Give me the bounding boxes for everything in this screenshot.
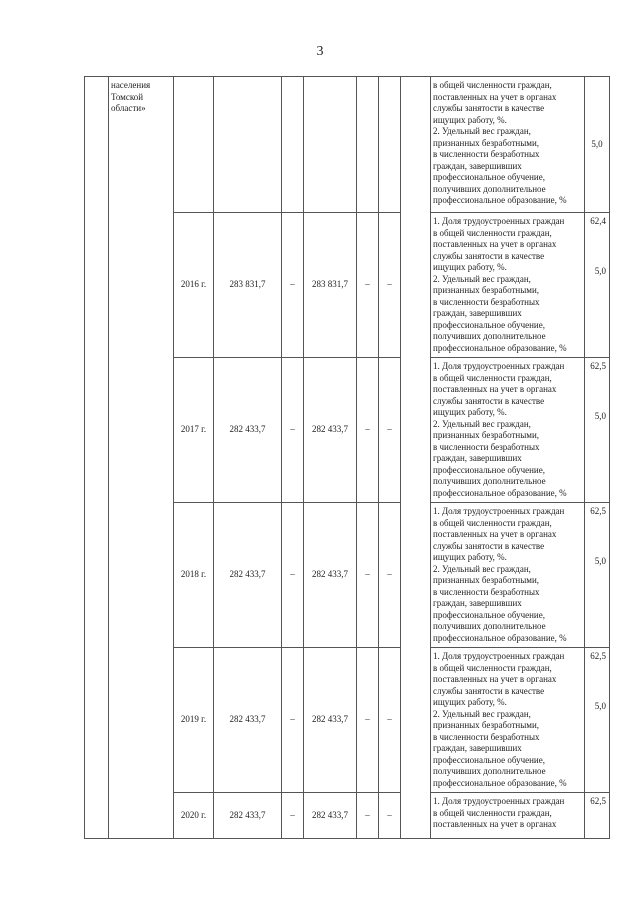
indicators-text: 1. Доля трудоустроенных граждан в общей численности граждан, поставленных на учет в органах службы занятости в качестве ищущих работу, %. 2. Удельный вес граждан, признанных безработными, в численности безработных граждан, завершивших профессиональное обучение, получивших дополнительное профессиональное образование, %: [433, 506, 567, 643]
total-cell: [214, 77, 282, 213]
year-cell: 2020 г.: [174, 793, 214, 839]
federal-cell: –: [282, 213, 304, 358]
indicators-text: в общей численности граждан, поставленных на учет в органах службы занятости в качестве ищущих работу, %. 2. Удельный вес граждан, признанных безработными, в численности безработных граждан, завершивших профессиональное обучение, получивших дополнительное профессиональное образование, %: [433, 80, 567, 205]
total-cell: 282 433,7: [214, 503, 282, 648]
year-cell: 2018 г.: [174, 503, 214, 648]
year-cell: 2016 г.: [174, 213, 214, 358]
local-cell: –: [357, 648, 379, 793]
local-cell: –: [357, 213, 379, 358]
indicator-value-1: 62,4: [590, 216, 606, 226]
indicators-cell: [431, 648, 585, 793]
local-cell: –: [357, 358, 379, 503]
local-cell: [357, 77, 379, 213]
program-table: [84, 76, 610, 839]
indicator-value-1: 62,5: [590, 506, 606, 516]
indicators-cell: [431, 213, 585, 358]
total-cell: 282 433,7: [214, 358, 282, 503]
regional-cell: 282 433,7: [304, 358, 357, 503]
other-cell: [379, 77, 401, 213]
other-cell: –: [379, 213, 401, 358]
other-cell: –: [379, 648, 401, 793]
indicators-text: 1. Доля трудоустроенных граждан в общей численности граждан, поставленных на учет в органах службы занятости в качестве ищущих работу, %. 2. Удельный вес граждан, признанных безработными, в численности безработных граждан, завершивших профессиональное обучение, получивших дополнительное профессиональное образование, %: [433, 361, 567, 498]
value-cell: [585, 503, 610, 648]
federal-cell: –: [282, 503, 304, 648]
total-cell: 282 433,7: [214, 793, 282, 839]
page-number: 3: [316, 44, 324, 59]
indicators-text: 1. Доля трудоустроенных граждан в общей численности граждан, поставленных на учет в органах: [433, 796, 565, 829]
indicator-value-1: 62,5: [590, 796, 606, 806]
regional-cell: [304, 77, 357, 213]
indicator-value-2: 5,0: [594, 700, 606, 711]
regional-cell: 282 433,7: [304, 793, 357, 839]
other-cell: –: [379, 503, 401, 648]
indicators-text: 1. Доля трудоустроенных граждан в общей численности граждан, поставленных на учет в органах службы занятости в качестве ищущих работу, %. 2. Удельный вес граждан, признанных безработными, в численности безработных граждан, завершивших профессиональное обучение, получивших дополнительное профессиональное образование, %: [433, 651, 567, 788]
responsible-cell: [401, 77, 431, 839]
indicator-value-2: 5,0: [594, 410, 606, 421]
total-cell: 283 831,7: [214, 213, 282, 358]
indicator-value-1: 62,5: [590, 651, 606, 661]
indicators-cell: [431, 77, 585, 213]
program-name: населения Томской области»: [111, 80, 151, 113]
regional-cell: 282 433,7: [304, 648, 357, 793]
value-cell: [585, 213, 610, 358]
number-cell: [85, 77, 109, 839]
indicator-value-2: 5,0: [594, 555, 606, 566]
other-cell: –: [379, 358, 401, 503]
regional-cell: 282 433,7: [304, 503, 357, 648]
local-cell: –: [357, 503, 379, 648]
year-cell: [174, 77, 214, 213]
federal-cell: –: [282, 793, 304, 839]
total-cell: 282 433,7: [214, 648, 282, 793]
other-cell: –: [379, 793, 401, 839]
regional-cell: 283 831,7: [304, 213, 357, 358]
indicator-value-2: 5,0: [594, 265, 606, 276]
indicators-text: 1. Доля трудоустроенных граждан в общей численности граждан, поставленных на учет в органах службы занятости в качестве ищущих работу, %. 2. Удельный вес граждан, признанных безработными, в численности безработных граждан, завершивших профессиональное обучение, получивших дополнительное профессиональное образование, %: [433, 216, 567, 353]
indicator-value-1: 62,5: [590, 361, 606, 371]
table-row: [85, 77, 610, 213]
value-cell: [585, 648, 610, 793]
indicators-cell: [431, 358, 585, 503]
year-cell: 2017 г.: [174, 358, 214, 503]
federal-cell: –: [282, 648, 304, 793]
local-cell: –: [357, 793, 379, 839]
federal-cell: –: [282, 358, 304, 503]
federal-cell: [282, 77, 304, 213]
value-cell: [585, 77, 610, 213]
value-cell: [585, 358, 610, 503]
indicators-cell: [431, 503, 585, 648]
program-name-cell: [109, 77, 174, 839]
indicators-cell: [431, 793, 585, 839]
indicator-value-2: 5,0: [591, 138, 603, 149]
year-cell: 2019 г.: [174, 648, 214, 793]
value-cell: [585, 793, 610, 839]
